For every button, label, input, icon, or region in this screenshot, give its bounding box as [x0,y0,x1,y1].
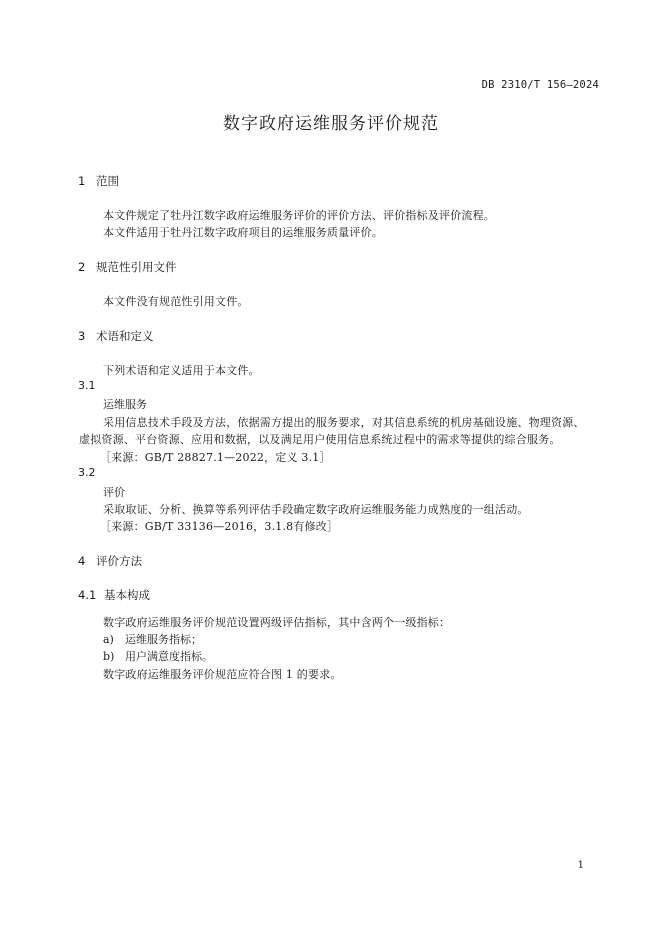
list-item-text: 用户满意度指标。 [125,650,213,663]
list-marker: b) [103,650,115,663]
paragraph: 数字政府运维服务评价规范应符合图 1 的要求。 [103,668,342,681]
section-number: 3 [78,329,86,343]
term-definition-line: 采用信息技术手段及方法，依据需方提出的服务要求，对其信息系统的机房基础设施、物理资源、 [103,416,585,429]
term-source: ［来源：GB/T 28827.1—2022，定义 3.1］ [100,451,331,464]
section-4-heading [78,553,142,569]
page-number: 1 [577,860,584,871]
paragraph: 下列术语和定义适用于本文件。 [103,364,260,377]
list-item-text: 运维服务指标； [125,633,202,646]
list-marker: a) [103,633,114,646]
document-title: 数字政府运维服务评价规范 [223,114,439,134]
section-3-heading [78,328,154,344]
section-1-heading [78,173,119,189]
term-name: 评价 [103,486,125,499]
subsection-4-1-heading [78,587,150,603]
section-title: 术语和定义 [96,329,154,343]
document-code: DB 2310/T 156—2024 [481,79,599,91]
section-2-heading [78,259,177,275]
term-number: 3.1 [78,379,96,392]
paragraph: 数字政府运维服务评价规范设置两级评估指标，其中含两个一级指标： [103,616,451,629]
paragraph: 本文件规定了牡丹江数字政府运维服务评价的评价方法、评价指标及评价流程。 [103,209,495,222]
subsection-title: 基本构成 [104,588,150,602]
section-number: 4 [78,554,86,568]
paragraph: 本文件适用于牡丹江数字政府项目的运维服务质量评价。 [103,226,383,239]
term-source: ［来源：GB/T 33136—2016，3.1.8有修改］ [100,520,339,533]
term-number: 3.2 [78,466,96,479]
section-title: 规范性引用文件 [96,260,177,274]
subsection-number: 4.1 [78,588,97,602]
section-title: 评价方法 [96,554,142,568]
section-title: 范围 [96,174,119,188]
term-name: 运维服务 [103,398,147,411]
list-item [103,648,213,664]
section-number: 2 [78,260,86,274]
term-definition: 采取取证、分析、换算等系列评估手段确定数字政府运维服务能力成熟度的一组活动。 [103,503,529,516]
section-number: 1 [78,174,86,188]
term-definition-line: 虚拟资源、平台资源、应用和数据，以及满足用户使用信息系统过程中的需求等提供的综合服务。 [79,433,561,446]
paragraph: 本文件没有规范性引用文件。 [103,295,249,308]
list-item [103,631,202,647]
